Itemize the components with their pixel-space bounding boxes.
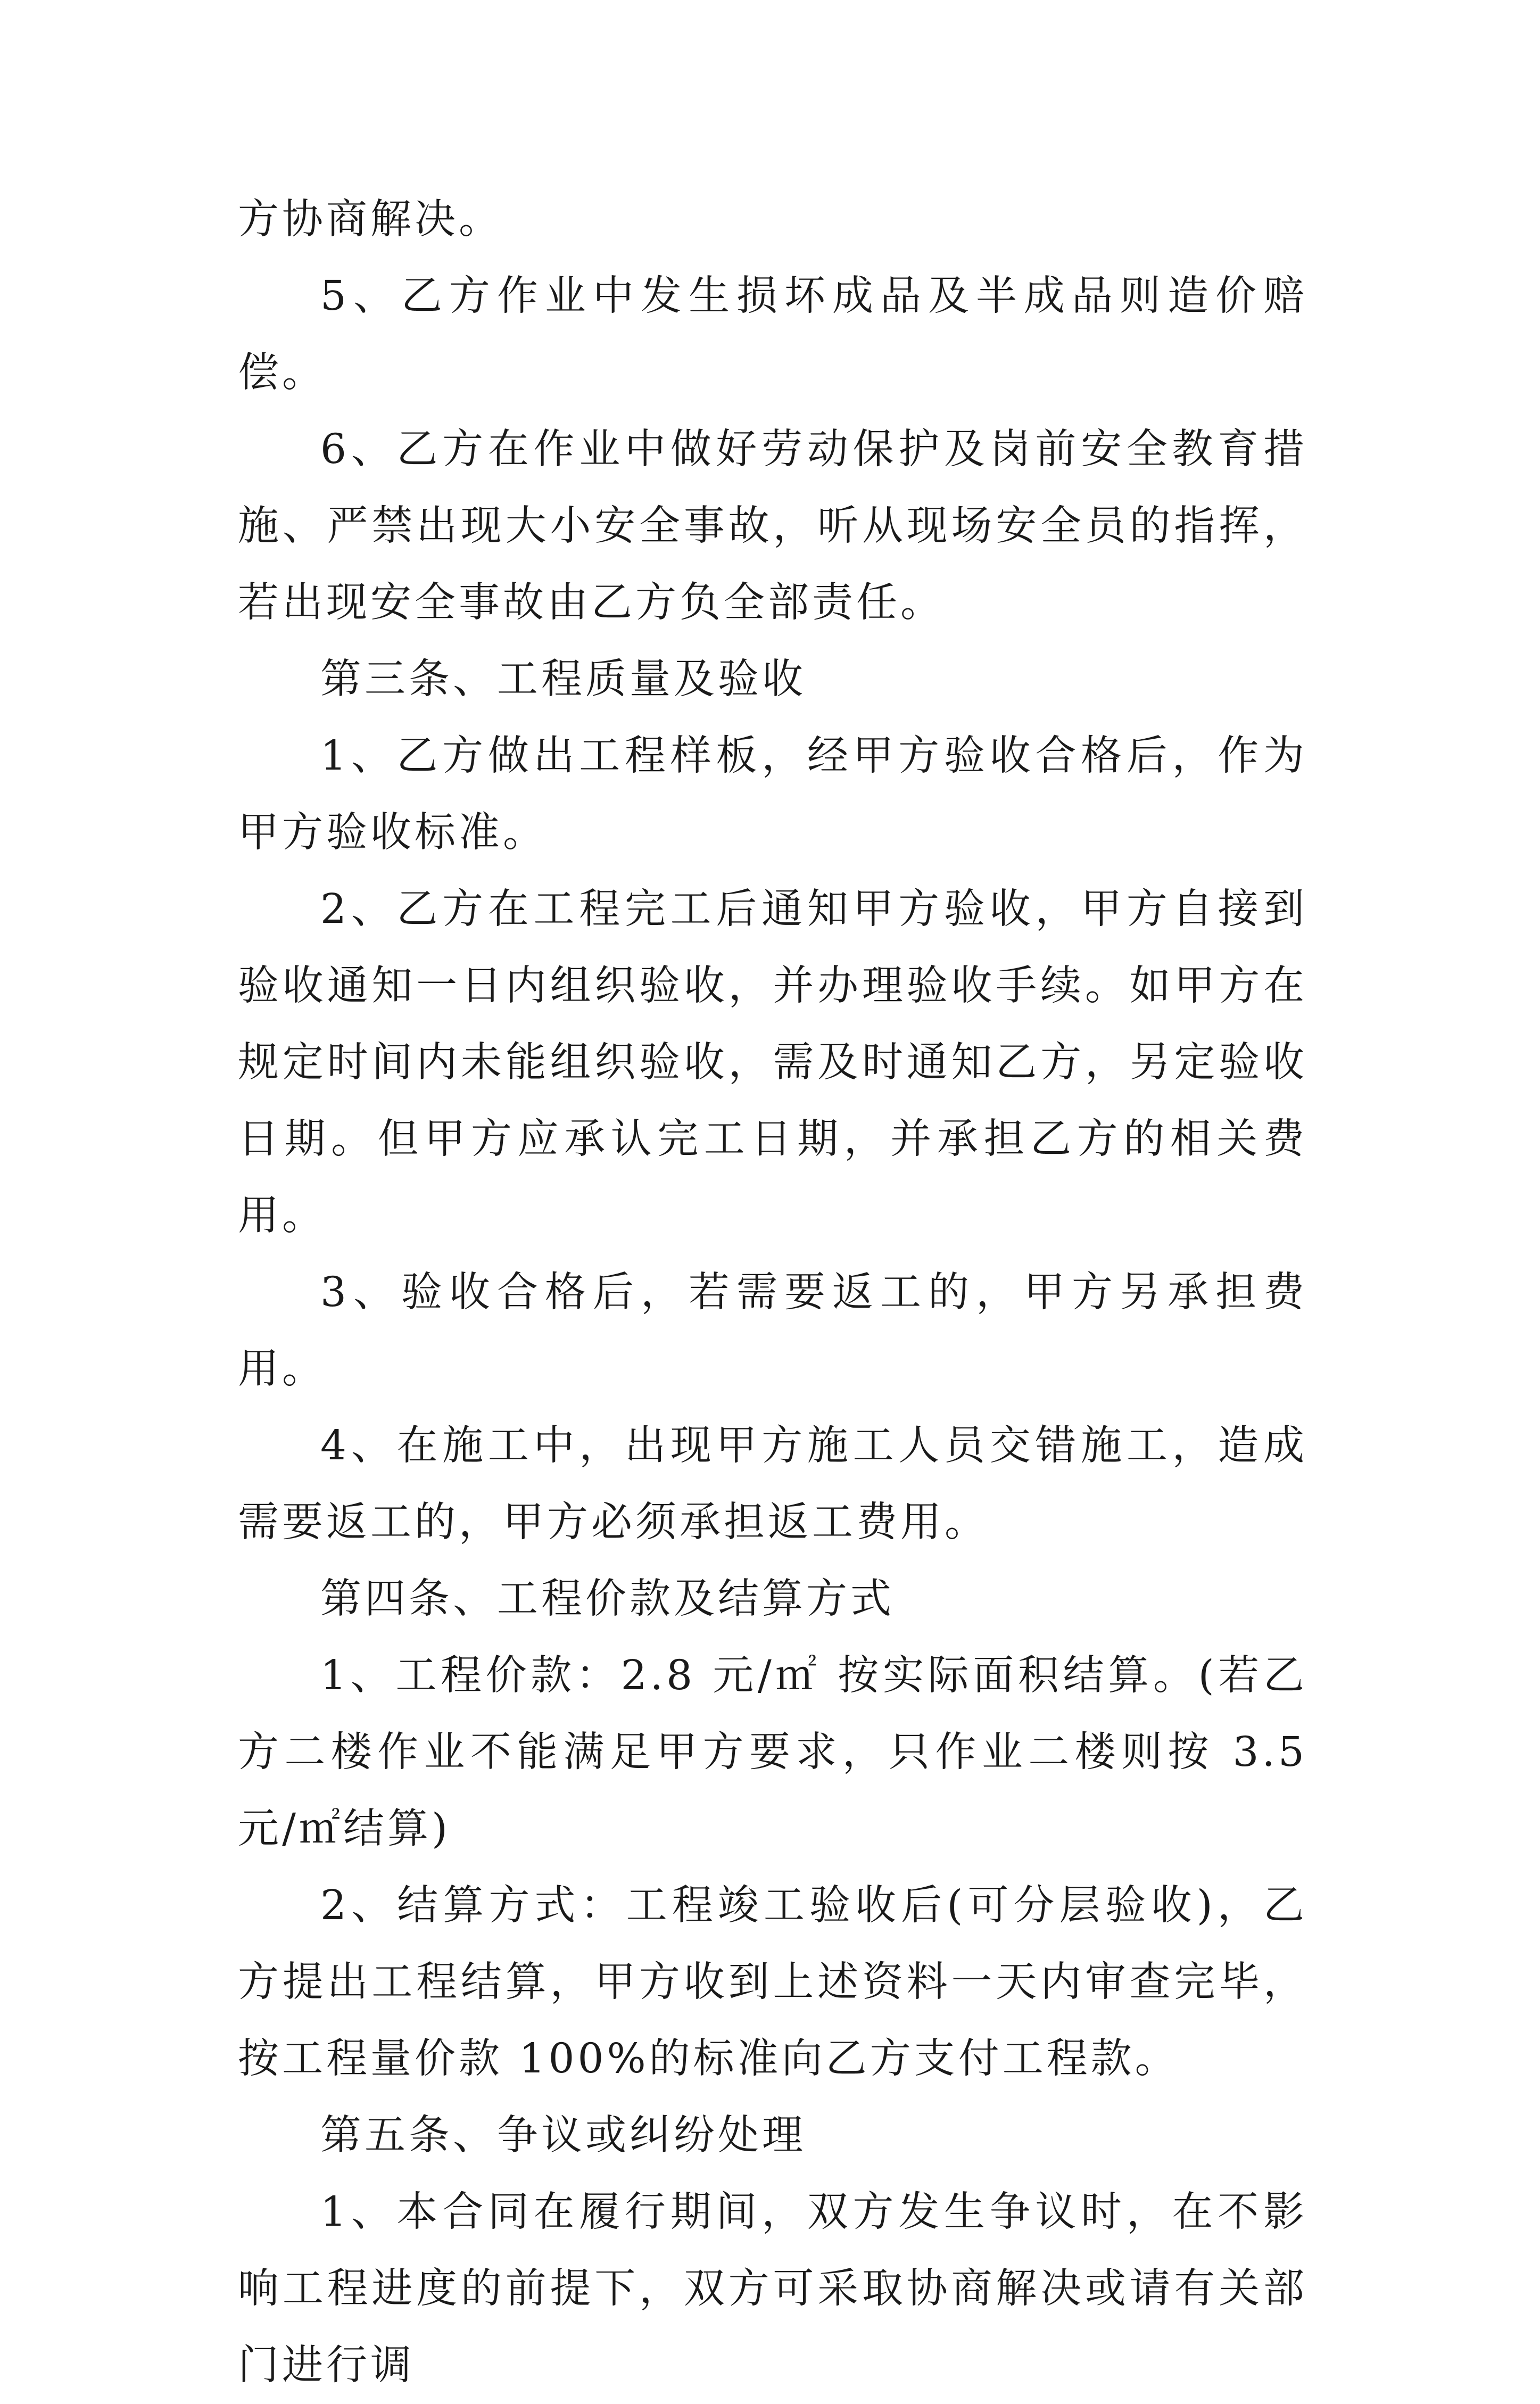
paragraph-article-3-item-4: 4、在施工中，出现甲方施工人员交错施工，造成需要返工的，甲方必须承担返工费用。 bbox=[238, 1422, 1307, 1546]
paragraph-article-4-item-2: 2、结算方式：工程竣工验收后(可分层验收)，乙方提出工程结算，甲方收到上述资料一天内审查完毕，按工程量价款 100%的标准向乙方支付工程款。 bbox=[238, 1882, 1307, 2083]
paragraph-continuation: 方协商解决。 bbox=[238, 196, 503, 243]
section-heading-article-4: 第四条、工程价款及结算方式 bbox=[320, 1575, 895, 1623]
paragraph-article-3-item-1: 1、乙方做出工程样板，经甲方验收合格后，作为甲方验收标准。 bbox=[238, 732, 1307, 856]
section-heading-article-5: 第五条、争议或纠纷处理 bbox=[320, 2112, 806, 2159]
paragraph-item-5: 5、乙方作业中发生损坏成品及半成品则造价赔偿。 bbox=[238, 272, 1307, 396]
paragraph-article-5-item-1: 1、本合同在履行期间，双方发生争议时，在不影响工程进度的前提下，双方可采取协商解决或请有关部门进行调 bbox=[238, 2188, 1307, 2389]
document-body bbox=[238, 181, 1307, 2404]
paragraph-article-3-item-2: 2、乙方在工程完工后通知甲方验收，甲方自接到验收通知一日内组织验收，并办理验收手续。如甲方在规定时间内未能组织验收，需及时通知乙方，另定验收日期。但甲方应承认完工日期，并承担乙方的相关费用。 bbox=[238, 886, 1307, 1240]
paragraph-item-6: 6、乙方在作业中做好劳动保护及岗前安全教育措施、严禁出现大小安全事故，听从现场安全员的指挥，若出现安全事故由乙方负全部责任。 bbox=[238, 426, 1307, 626]
paragraph-article-4-item-1: 1、工程价款：2.8 元/㎡ 按实际面积结算。(若乙方二楼作业不能满足甲方要求，只作业二楼则按 3.5 元/㎡结算) bbox=[238, 1652, 1307, 1853]
paragraph-article-3-item-3: 3、验收合格后，若需要返工的，甲方另承担费用。 bbox=[238, 1269, 1307, 1393]
section-heading-article-3: 第三条、工程质量及验收 bbox=[320, 656, 806, 703]
